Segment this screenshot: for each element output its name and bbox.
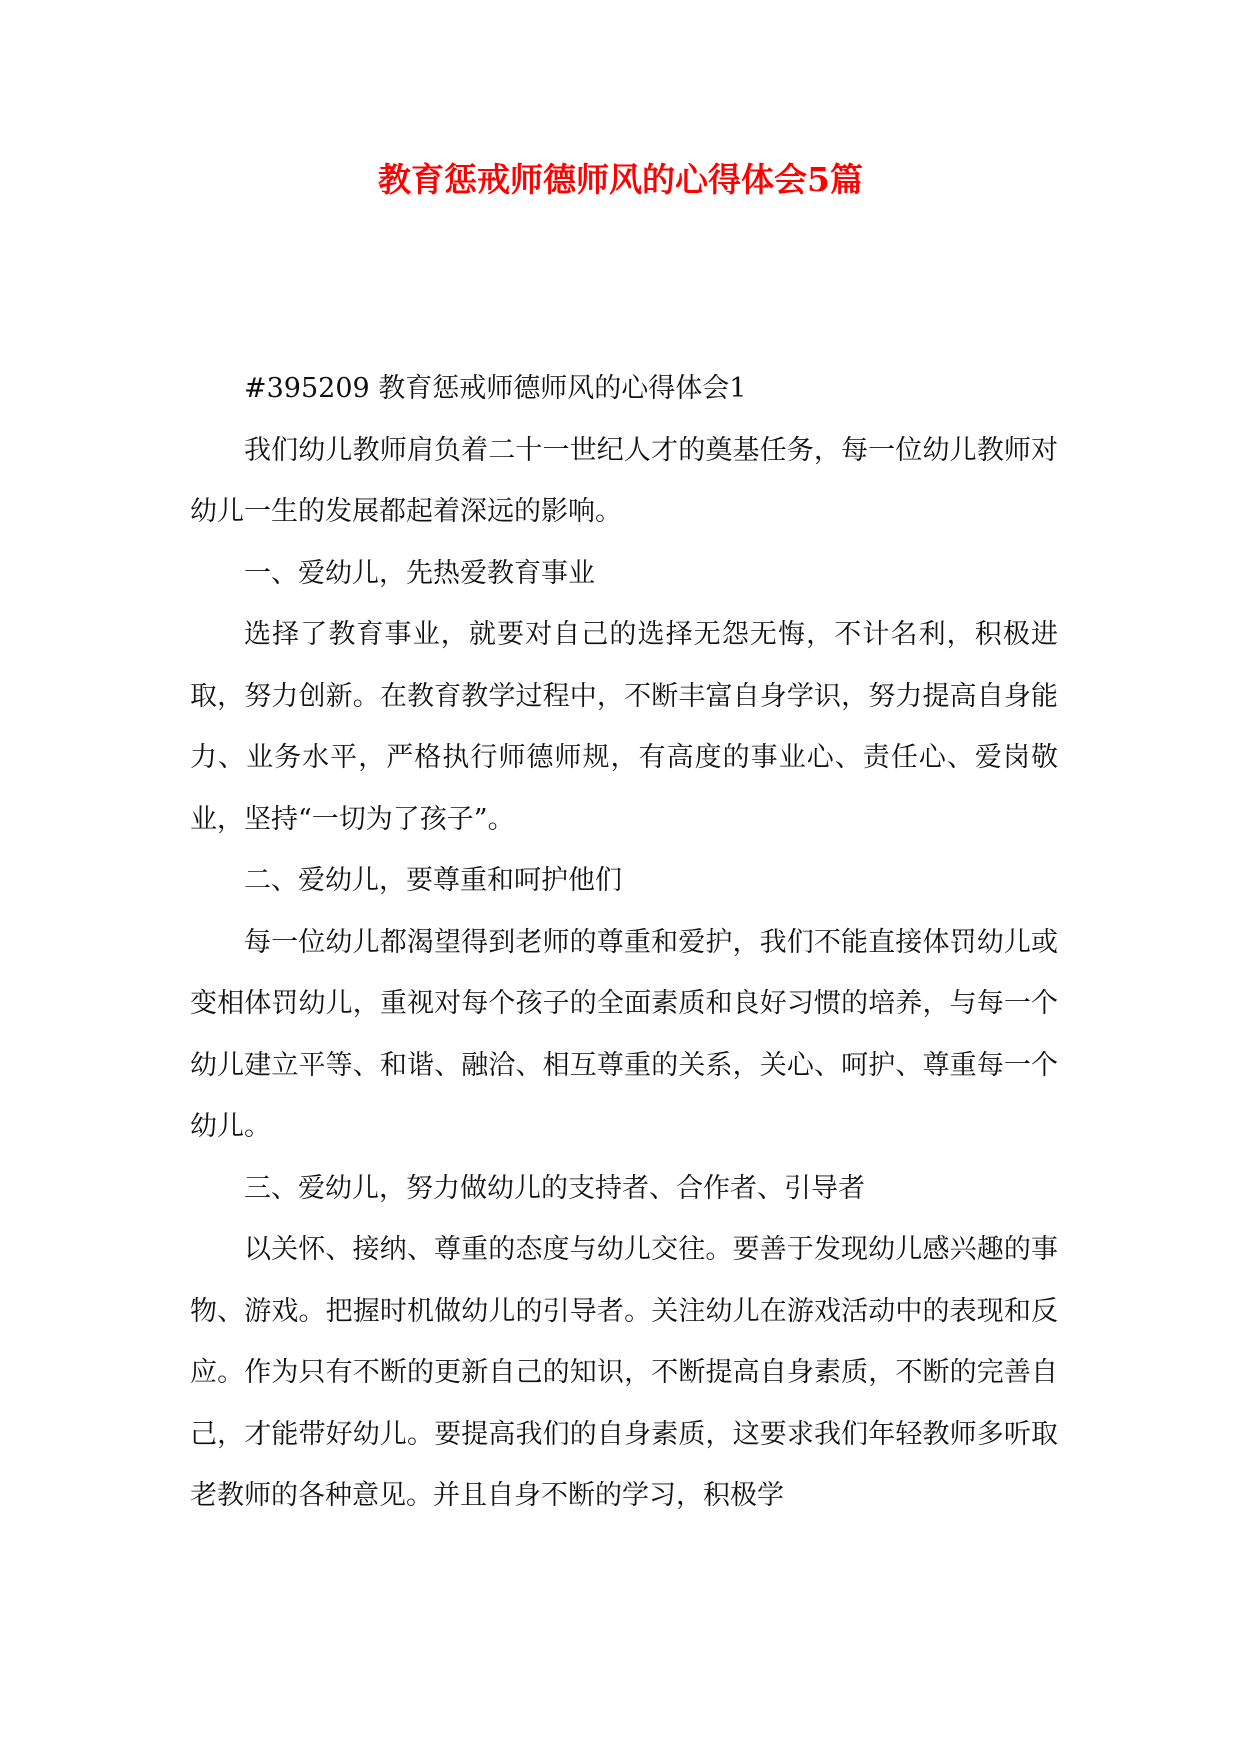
document-body — [190, 358, 1058, 1527]
paragraph-section-1: 选择了教育事业，就要对自己的选择无怨无悔，不计名利，积极进取，努力创新。在教育教学过程中，不断丰富自身学识，努力提高自身能力、业务水平，严格执行师德师规，有高度的事业心、责任心、爱岗敬业，坚持“一切为了孩子”。 — [190, 619, 1058, 835]
article-heading: #395209 教育惩戒师德师风的心得体会1 — [244, 373, 747, 404]
section-heading-3: 三、爱幼儿，努力做幼儿的支持者、合作者、引导者 — [244, 1172, 865, 1204]
paragraph-intro: 我们幼儿教师肩负着二十一世纪人才的奠基任务，每一位幼儿教师对幼儿一生的发展都起着深远的影响。 — [190, 434, 1058, 527]
document-title: 教育惩戒师德师风的心得体会5篇 — [378, 160, 863, 199]
paragraph-section-3: 以关怀、接纳、尊重的态度与幼儿交往。要善于发现幼儿感兴趣的事物、游戏。把握时机做幼儿的引导者。关注幼儿在游戏活动中的表现和反应。作为只有不断的更新自己的知识，不断提高自身素质，不断的完善自己，才能带好幼儿。要提高我们的自身素质，这要求我们年轻教师多听取老教师的各种意见。并且自身不断的学习，积极学 — [190, 1234, 1058, 1511]
section-heading-1: 一、爱幼儿，先热爱教育事业 — [244, 557, 595, 589]
section-heading-2: 二、爱幼儿，要尊重和呵护他们 — [244, 865, 622, 896]
paragraph-section-2: 每一位幼儿都渴望得到老师的尊重和爱护，我们不能直接体罚幼儿或变相体罚幼儿，重视对每个孩子的全面素质和良好习惯的培养，与每一个幼儿建立平等、和谐、融洽、相互尊重的关系，关心、呵护、尊重每一个幼儿。 — [190, 926, 1058, 1142]
